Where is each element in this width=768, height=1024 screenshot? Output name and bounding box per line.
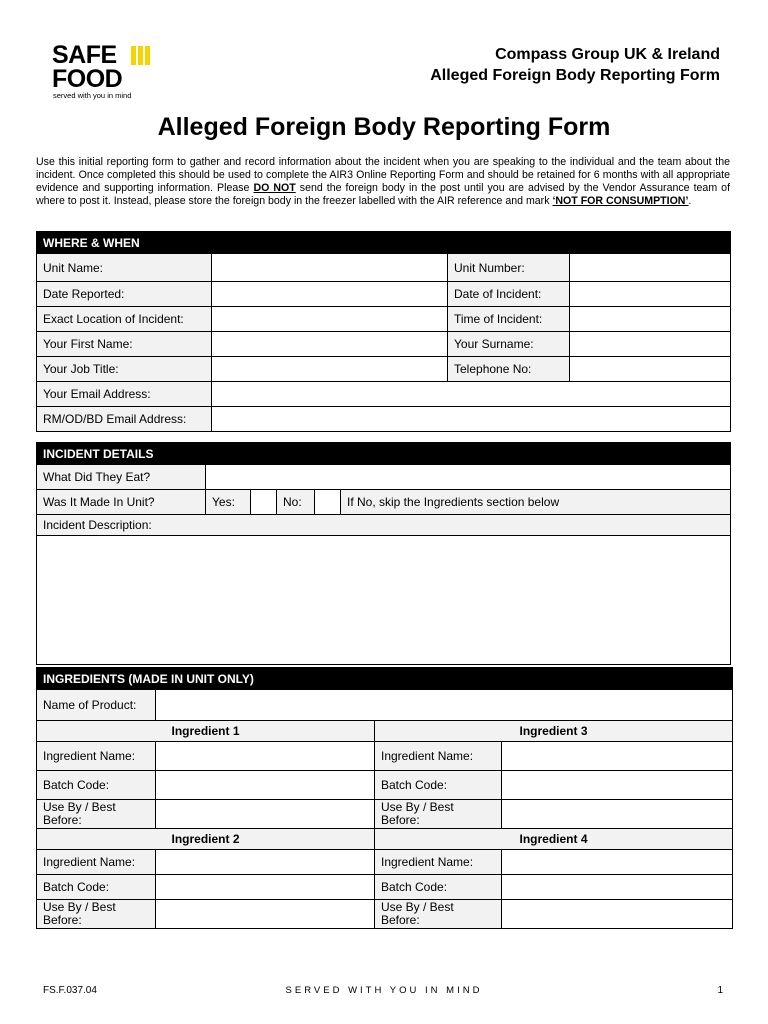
label-unit-name: Unit Name: [37,254,212,282]
field-rm-email[interactable] [212,407,731,432]
label-made-in-unit: Was It Made In Unit? [37,490,206,515]
label-ing2-use-by: Use By / Best Before: [37,900,156,929]
field-date-of-incident[interactable] [570,282,731,307]
field-telephone[interactable] [570,357,731,382]
field-ing1-use-by[interactable] [156,800,375,829]
field-ing1-name[interactable] [156,742,375,771]
field-surname[interactable] [570,332,731,357]
logo-word-food: FOOD [52,65,123,93]
logo-tagline: served with you in mind [53,91,132,100]
where-when-table [36,231,731,432]
skip-note: If No, skip the Ingredients section below [341,490,731,515]
label-ing3-use-by: Use By / Best Before: [375,800,502,829]
header-form-name: Alleged Foreign Body Reporting Form [430,67,720,84]
label-rm-email: RM/OD/BD Email Address: [37,407,212,432]
label-yes: Yes: [206,490,251,515]
label-ing2-name: Ingredient Name: [37,850,156,875]
label-telephone: Telephone No: [448,357,570,382]
field-date-reported[interactable] [212,282,448,307]
field-ing3-name[interactable] [502,742,733,771]
logo-bars-icon [131,46,150,65]
field-ing3-use-by[interactable] [502,800,733,829]
label-ing4-batch: Batch Code: [375,875,502,900]
footer-page-number: 1 [717,985,723,996]
label-time-of-incident: Time of Incident: [448,307,570,332]
checkbox-no[interactable] [315,490,341,515]
label-no: No: [277,490,315,515]
field-job-title[interactable] [212,357,448,382]
intro-do-not: DO NOT [253,182,296,194]
logo-word-safe: SAFE [52,41,117,69]
intro-text-3: . [688,195,692,207]
field-ing1-batch[interactable] [156,771,375,800]
label-product: Name of Product: [37,690,156,721]
label-date-reported: Date Reported: [37,282,212,307]
intro-text-1: Use this initial reporting form to gather and record information about the incident when you are speaking to the individual and the team about the incident. Once completed this should be used to complete the AIR3 Online Reporting Form and should be retained for 6 months with all appropriate evidence and supporting information. Please [36,156,730,194]
label-exact-location: Exact Location of Incident: [37,307,212,332]
label-ing3-name: Ingredient Name: [375,742,502,771]
field-ing4-use-by[interactable] [502,900,733,929]
field-ing4-batch[interactable] [502,875,733,900]
footer-code: FS.F.037.04 [43,985,97,996]
label-unit-number: Unit Number: [448,254,570,282]
label-what-eat: What Did They Eat? [37,465,206,490]
label-first-name: Your First Name: [37,332,212,357]
footer-slogan: SERVED WITH YOU IN MIND [285,985,483,996]
label-surname: Your Surname: [448,332,570,357]
label-job-title: Your Job Title: [37,357,212,382]
label-ing4-name: Ingredient Name: [375,850,502,875]
label-date-of-incident: Date of Incident: [448,282,570,307]
header-block [430,44,720,86]
label-incident-description: Incident Description: [37,515,731,536]
section-heading-where-when: WHERE & WHEN [37,232,731,254]
ingredient-2-heading: Ingredient 2 [37,829,375,850]
section-heading-ingredients: INGREDIENTS (MADE IN UNIT ONLY) [37,668,733,690]
field-product[interactable] [156,690,733,721]
checkbox-yes[interactable] [251,490,277,515]
ingredient-4-heading: Ingredient 4 [375,829,733,850]
field-unit-name[interactable] [212,254,448,282]
incident-details-table [36,442,731,665]
field-ing2-name[interactable] [156,850,375,875]
label-ing1-name: Ingredient Name: [37,742,156,771]
intro-paragraph [36,156,730,208]
field-ing3-batch[interactable] [502,771,733,800]
field-time-of-incident[interactable] [570,307,731,332]
field-ing2-batch[interactable] [156,875,375,900]
field-email[interactable] [212,382,731,407]
label-email: Your Email Address: [37,382,212,407]
field-ing4-name[interactable] [502,850,733,875]
label-ing4-use-by: Use By / Best Before: [375,900,502,929]
field-unit-number[interactable] [570,254,731,282]
ingredients-table [36,667,733,929]
ingredient-1-heading: Ingredient 1 [37,721,375,742]
section-heading-incident: INCIDENT DETAILS [37,443,731,465]
field-first-name[interactable] [212,332,448,357]
intro-text-2: send the foreign body in the post until you are advised by the Vendor Assurance team of where to post it. Instead, please store the foreign body in the freezer labelled with the AIR reference and mark [36,182,731,207]
company-name: Compass Group UK & Ireland [495,46,720,63]
field-exact-location[interactable] [212,307,448,332]
field-ing2-use-by[interactable] [156,900,375,929]
safe-food-logo [52,41,162,100]
label-ing3-batch: Batch Code: [375,771,502,800]
intro-not-for-consumption: ‘NOT FOR CONSUMPTION’ [552,195,689,207]
label-ing1-use-by: Use By / Best Before: [37,800,156,829]
page-title: Alleged Foreign Body Reporting Form [157,113,611,141]
label-ing2-batch: Batch Code: [37,875,156,900]
label-ing1-batch: Batch Code: [37,771,156,800]
ingredient-3-heading: Ingredient 3 [375,721,733,742]
field-incident-description[interactable] [37,536,731,665]
field-what-eat[interactable] [206,465,731,490]
